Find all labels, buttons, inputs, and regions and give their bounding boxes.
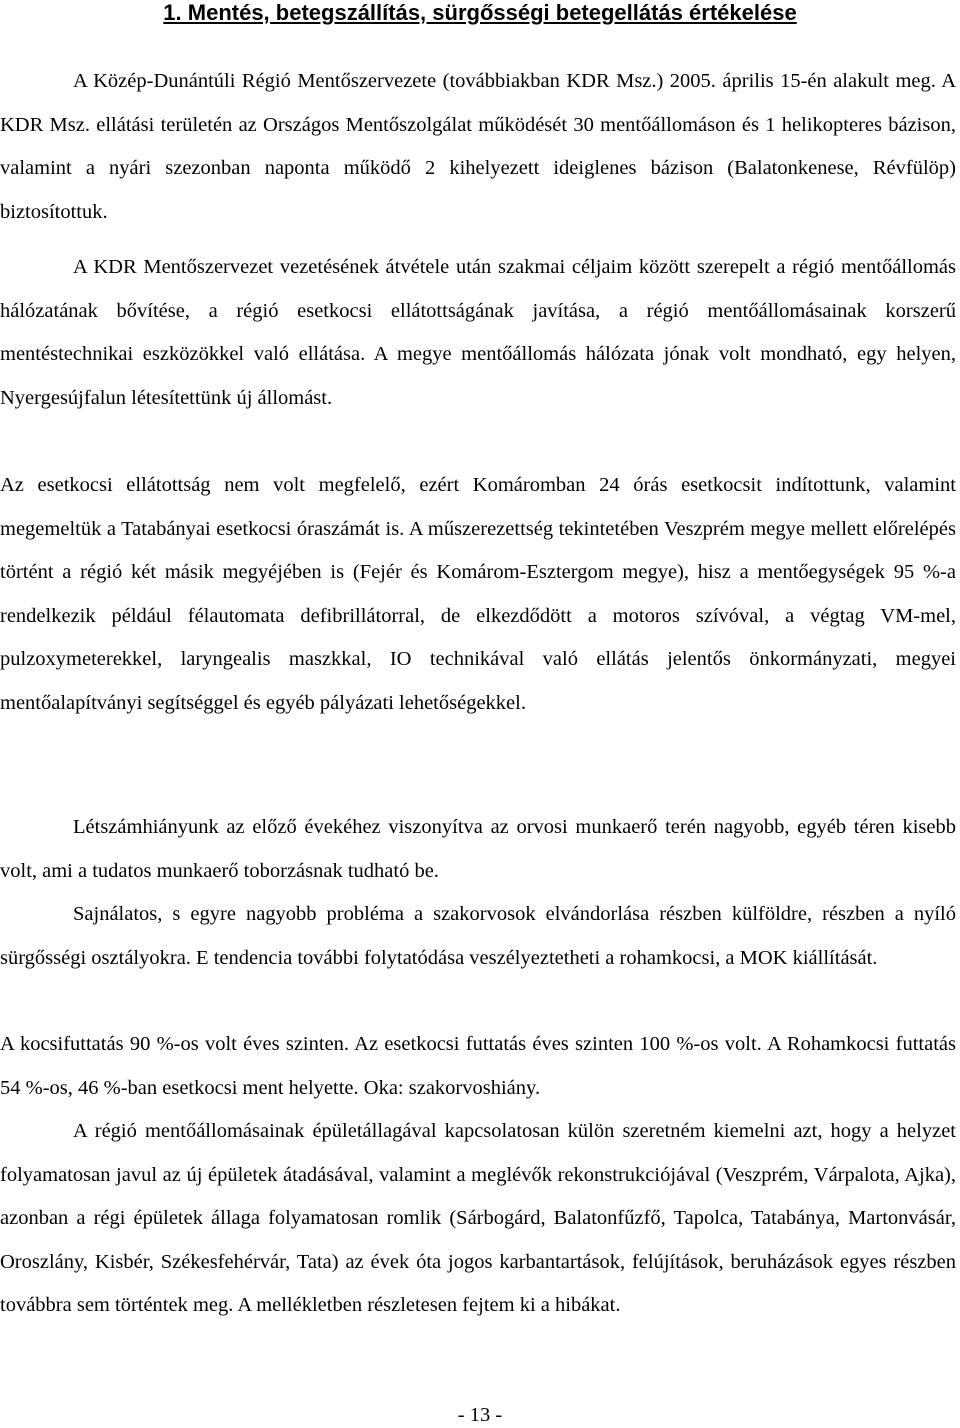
paragraph-specialists: Sajnálatos, s egyre nagyobb probléma a szakorvosok elvándorlása részben külföldre, részben a nyíló sürgősségi osztályokra. E tendencia további folytatódása veszélyeztetheti a rohamkocsi, a MOK kiállítását. — [0, 903, 956, 969]
page-number: - 13 - — [457, 1404, 503, 1426]
paragraph-founding: A Közép-Dunántúli Régió Mentőszervezete (továbbiakban KDR Msz.) 2005. április 15-én alakult meg. A KDR Msz. ellátási területén az Országos Mentőszolgálat működését 30 mentőállomáson és 1 helikopteres bázison, valamint a nyári szezonban naponta működő 2 kihelyezett ideiglenes bázison (Balatonkenese, Révfülöp) biztosítottuk. — [0, 70, 956, 223]
section-heading: 1. Mentés, betegszállítás, sürgősségi betegellátás értékelése — [163, 0, 797, 25]
paragraph-equipment: Az esetkocsi ellátottság nem volt megfelelő, ezért Komáromban 24 órás esetkocsit indítottunk, valamint megemeltük a Tatabányai esetkocsi óraszámát is. A műszerezettség tekintetében Veszprém megye mellett előrelépés történt a régió két másik megyéjében is (Fejér és Komárom-Esztergom megye), hisz a mentőegységek 95 %-a rendelkezik például félautomata defibrillátorral, de elkezdődött a motoros szívóval, a végtag VM-mel, pulzoxymeterekkel, laryngealis maszkkal, IO technikával való ellátás jelentős önkormányzati, megyei mentőalapítványi segítséggel és egyéb pályázati lehetőségekkel. — [0, 474, 956, 714]
paragraph-buildings: A régió mentőállomásainak épületállagával kapcsolatosan külön szeretném kiemelni azt, hogy a helyzet folyamatosan javul az új épületek átadásával, valamint a meglévők rekonstrukciójával (Veszprém, Várpalota, Ajka), azonban a régi épületek állaga folyamatosan romlik (Sárbogárd, Balatonfűzfő, Tapolca, Tatabánya, Martonvásár, Oroszlány, Kisbér, Székesfehérvár, Tata) az évek óta jogos karbantartások, felújítások, beruházások egyes részben továbbra sem történtek meg. A mellékletben részletesen fejtem ki a hibákat. — [0, 1120, 956, 1316]
paragraph-staffing: Létszámhiányunk az előző évekéhez viszonyítva az orvosi munkaerő terén nagyobb, egyéb téren kisebb volt, ami a tudatos munkaerő toborzásnak tudható be. — [0, 816, 956, 882]
paragraph-vehicle-utilization: A kocsifuttatás 90 %-os volt éves szinten. Az esetkocsi futtatás éves szinten 100 %-os volt. A Rohamkocsi futtatás 54 %-os, 46 %-ban esetkocsi ment helyette. Oka: szakorvoshiány. — [0, 1033, 956, 1099]
paragraph-goals: A KDR Mentőszervezet vezetésének átvétele után szakmai céljaim között szerepelt a régió mentőállomás hálózatának bővítése, a régió esetkocsi ellátottságának javítása, a régió mentőállomásainak korszerű mentéstechnikai eszközökkel való ellátása. A megye mentőállomás hálózata jónak volt mondható, egy helyen, Nyergesújfalun létesítettünk új állomást. — [0, 256, 956, 409]
